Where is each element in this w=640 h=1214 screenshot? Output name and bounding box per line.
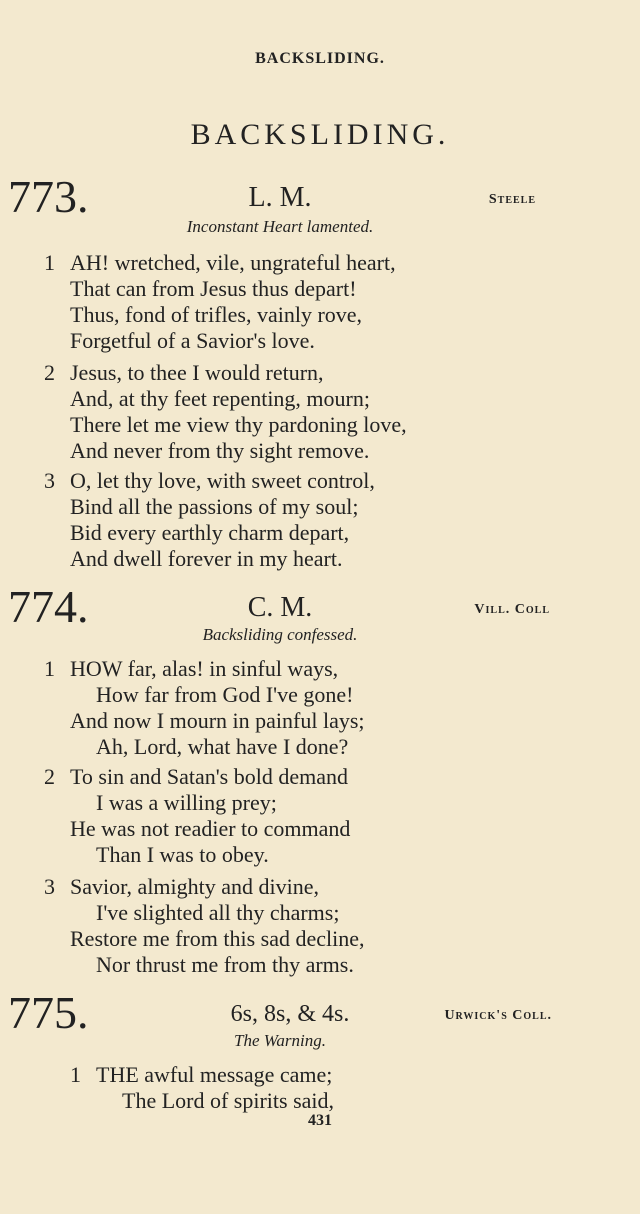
verse-line: AH! wretched, vile, ungrateful heart, <box>70 250 396 275</box>
hymn-meter: C. M. <box>247 592 313 623</box>
hymn-tune: Urwick's Coll. <box>444 1008 552 1023</box>
verse-number: 2 <box>44 360 55 385</box>
verse-line: Nor thrust me from thy arms. <box>96 952 354 977</box>
verse-line: There let me view thy pardoning love, <box>70 412 407 437</box>
verse-line: Than I was to obey. <box>96 842 269 867</box>
hymn-number: 774. <box>8 581 89 632</box>
verse-line: Jesus, to thee I would return, <box>70 360 324 385</box>
verse-line: Restore me from this sad decline, <box>70 926 365 951</box>
verse-line: O, let thy love, with sweet control, <box>70 468 375 493</box>
hymn-tune: Steele <box>488 192 536 207</box>
verse-line: And now I mourn in painful lays; <box>70 708 365 733</box>
verse-line: Forgetful of a Savior's love. <box>70 328 315 353</box>
hymn-number: 773. <box>8 171 89 222</box>
verse-line: How far from God I've gone! <box>96 682 354 707</box>
verse-line: To sin and Satan's bold demand <box>70 764 348 789</box>
section-title: BACKSLIDING. <box>190 118 450 151</box>
verse-line: Bind all the passions of my soul; <box>70 494 359 519</box>
verse-line: I was a willing prey; <box>96 790 277 815</box>
verse-number: 1 <box>44 250 55 275</box>
verse-number: 3 <box>44 874 55 899</box>
hymn-meter: 6s, 8s, & 4s. <box>230 1001 350 1027</box>
running-head: BACKSLIDING. <box>255 50 385 67</box>
verse-number: 3 <box>44 468 55 493</box>
verse-line: And, at thy feet repenting, mourn; <box>70 386 370 411</box>
hymn-meter: L. M. <box>248 182 312 213</box>
hymn-subtitle: The Warning. <box>234 1031 326 1050</box>
verse-line: He was not readier to command <box>70 816 351 841</box>
hymn-number: 775. <box>8 987 89 1038</box>
verse-line: Ah, Lord, what have I done? <box>96 734 349 759</box>
hymn-tune: Vill. Coll <box>474 602 550 617</box>
verse-number: 1 <box>70 1062 81 1087</box>
verse-number: 1 <box>44 656 55 681</box>
verse-line: And dwell forever in my heart. <box>70 546 343 571</box>
hymn-773-header <box>0 172 640 222</box>
verse-line: I've slighted all thy charms; <box>96 900 340 925</box>
page-number: 431 <box>308 1112 332 1129</box>
verse-line: HOW far, alas! in sinful ways, <box>70 656 339 681</box>
hymn-subtitle: Backsliding confessed. <box>202 625 358 644</box>
verse-line: The Lord of spirits said, <box>122 1088 335 1113</box>
hymn-subtitle: Inconstant Heart lamented. <box>186 217 374 236</box>
verse-line: Savior, almighty and divine, <box>70 874 320 899</box>
verse-number: 2 <box>44 764 55 789</box>
verse-line: And never from thy sight remove. <box>70 438 370 463</box>
verse-line: Bid every earthly charm depart, <box>70 520 350 545</box>
verse-line: THE awful message came; <box>96 1062 333 1087</box>
verse-line: That can from Jesus thus depart! <box>70 276 357 301</box>
verse-line: Thus, fond of trifles, vainly rove, <box>70 302 363 327</box>
